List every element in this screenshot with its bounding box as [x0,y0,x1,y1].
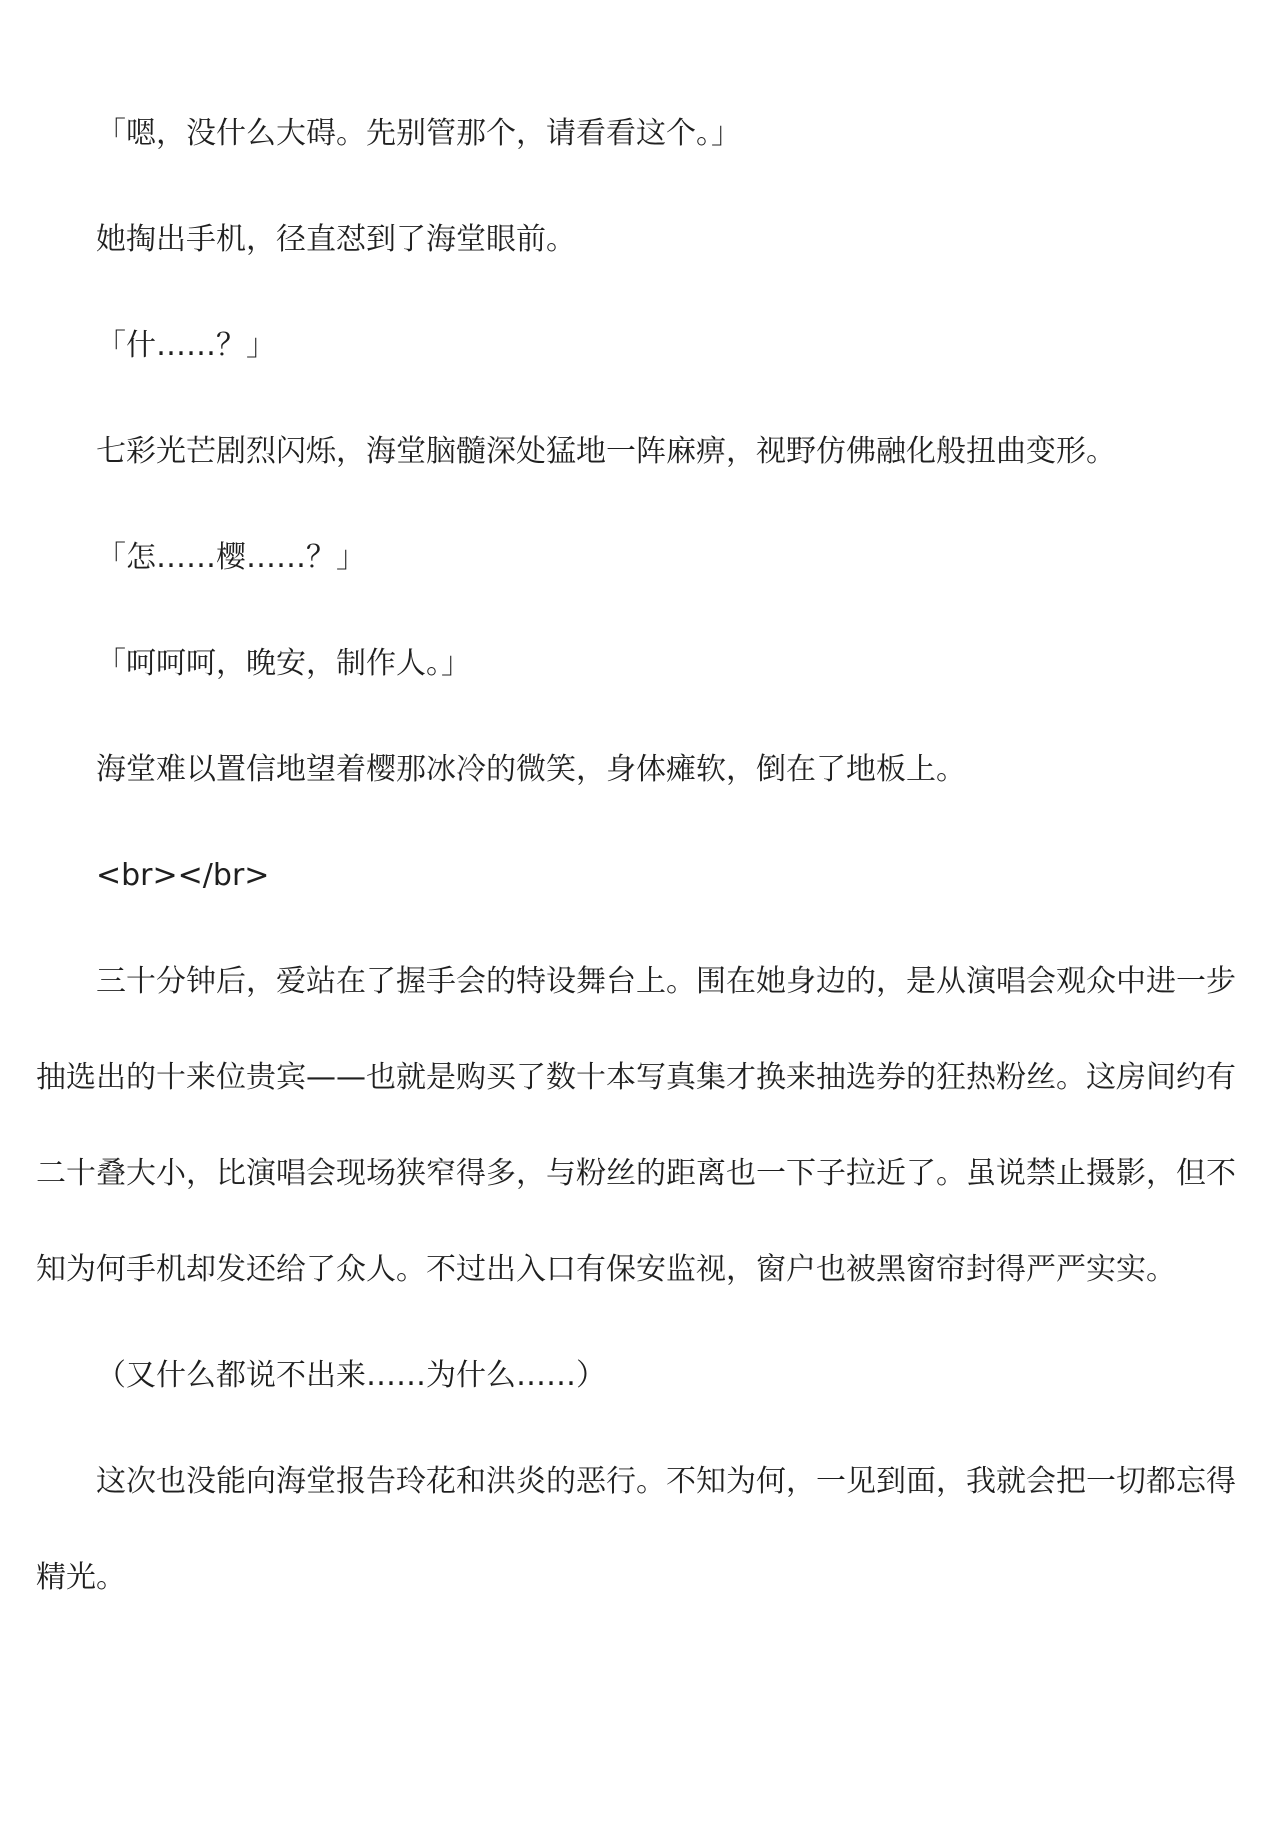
narration-line: 她掏出手机，径直怼到了海堂眼前。 [96,222,576,257]
narration-line: 七彩光芒剧烈闪烁，海堂脑髓深处猛地一阵麻痹，视野仿佛融化般扭曲变形。 [96,434,1116,469]
narration-paragraph: 这次也没能向海堂报告玲花和洪炎的恶行。不知为何，一见到面，我就会把一切都忘得精光。 [36,1464,1236,1595]
dialogue-line: 「怎……樱……？」 [96,540,366,575]
narration-line: 海堂难以置信地望着樱那冰冷的微笑，身体瘫软，倒在了地板上。 [96,752,966,787]
dialogue-line: 「什……？」 [96,328,276,363]
narration-paragraph: 三十分钟后，爱站在了握手会的特设舞台上。围在她身边的，是从演唱会观众中进一步抽选出的十来位贵宾——也就是购买了数十本写真集才换来抽选券的狂热粉丝。这房间约有二十叠大小，比演唱会现场狭窄得多，与粉丝的距离也一下子拉近了。虽说禁止摄影，但不知为何手机却发还给了众人。不过出入口有保安监视，窗户也被黑窗帘封得严严实实。 [36,964,1236,1287]
dialogue-line: 「呵呵呵，晚安，制作人。」 [96,646,471,681]
dialogue-line: 「嗯，没什么大碍。先别管那个，请看看这个。」 [96,116,741,151]
br-tag-literal-text: <br></br> [96,858,270,893]
inner-monologue-line: （又什么都说不出来……为什么……） [96,1358,606,1393]
